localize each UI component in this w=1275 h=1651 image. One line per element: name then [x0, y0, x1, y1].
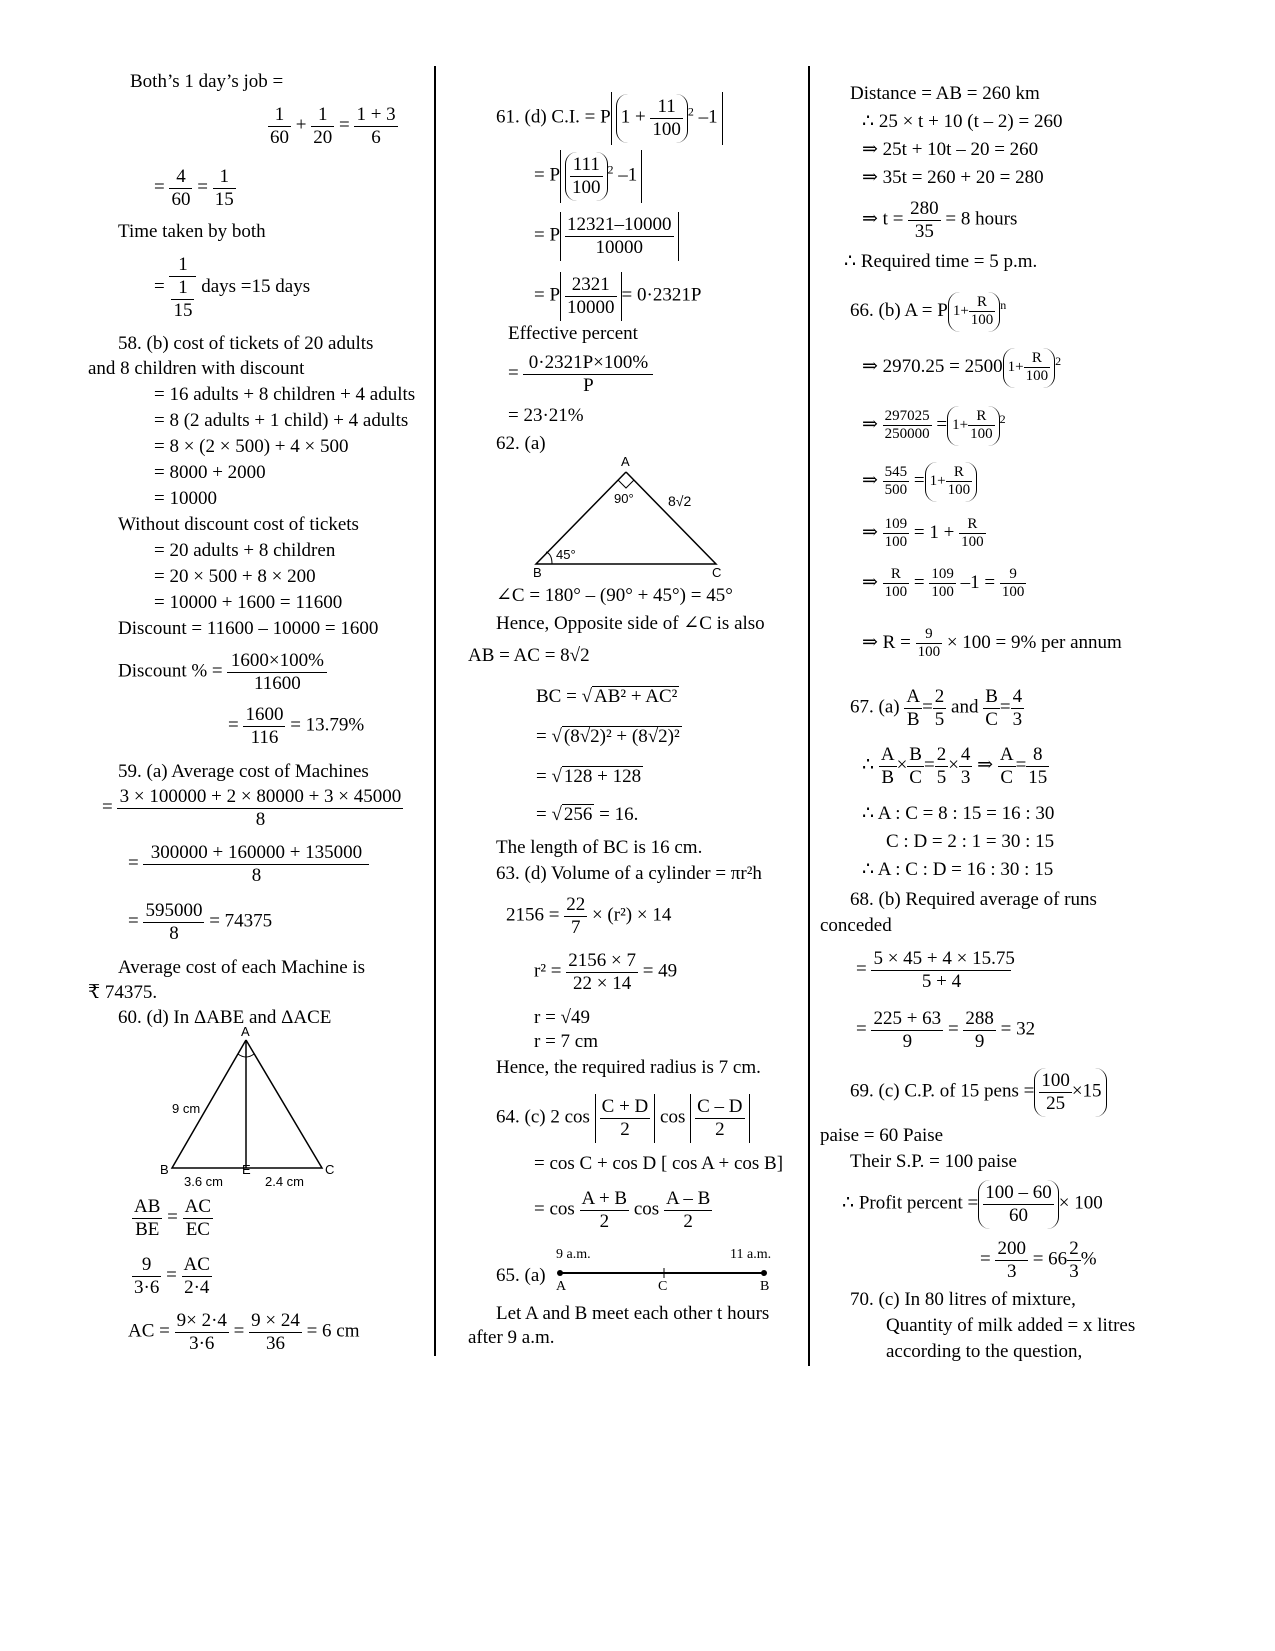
bc-length-line: The length of BC is 16 cm. — [496, 837, 703, 858]
q58-step-6: Without discount cost of tickets — [118, 514, 359, 535]
q61-step-3: = P $\frac{12321-10000}{10000}$ — [534, 212, 679, 261]
q66-step-3: ⇒ $\frac{545}{500}$ = 1+ $\frac{R}{100}$ — [862, 462, 977, 502]
q64-heading: 64. (c) 2 cos $\frac{C + D}{2}$ cos $\frac{C - D}{2}$ — [496, 1094, 750, 1143]
q67-step-1: ∴ $\frac{A}{B}$ × $\frac{B}{C}$ = $\frac{2}{5}$ × $\frac{4}{3}$ ⇒ $\frac{A}{C}$ = $\frac{8}{15}$ — [862, 744, 1048, 788]
q60-heading: 60. (d) In ΔABE and ΔACE — [118, 1007, 332, 1028]
q61-heading: 61. (d) C.I. = P 1 + $\frac{11}{100}$ $^2$ –1 — [496, 92, 723, 145]
q67-step-4: ∴ A : C : D = 16 : 30 : 15 — [862, 859, 1054, 880]
avg-cost-value: ₹ 74375. — [88, 982, 158, 1003]
q64-step-3: = cos $\frac{A + B}{2}$ cos $\frac{A - B}{2}$ — [534, 1188, 711, 1232]
avg-cost-line: Average cost of each Machine is — [118, 957, 366, 978]
q67-heading: 67. (a) $\frac{A}{B}$ = $\frac{2}{5}$ and $\frac{B}{C}$ = $\frac{4}{3}$ — [850, 686, 1023, 730]
distance-step-2: ⇒ 25t + 10t – 20 = 260 — [862, 139, 1039, 160]
q58-step-4: = 8000 + 2000 — [154, 462, 266, 483]
job-sum-equation: $\frac{1}{60}$ + $\frac{1}{20}$ = $\frac{1 + 3}{6}$ — [270, 104, 396, 148]
q65-label-c: C — [658, 1279, 668, 1294]
required-time-line: ∴ Required time = 5 p.m. — [844, 251, 1038, 272]
meet-line-2: after 9 a.m. — [468, 1327, 555, 1348]
q58-step-10: Discount = 11600 – 10000 = 1600 — [118, 618, 379, 639]
profit-percent-line: ∴ Profit percent = $\frac{100 - 60}{60}$ × 100 — [842, 1180, 1103, 1229]
both-job-line: Both’s 1 day’s job = — [130, 71, 284, 92]
distance-step-1: ∴ 25 × t + 10 (t – 2) = 260 — [862, 111, 1063, 132]
q61-step-4: = P $\frac{2321}{10000}$ = 0·2321P — [534, 272, 701, 321]
q60-label-be: 3.6 cm — [184, 1174, 224, 1189]
q60-label-c: C — [325, 1162, 335, 1177]
q60-label-ec: 2.4 cm — [265, 1174, 305, 1189]
bc-step-3: = √ 128 + 128 — [536, 766, 642, 787]
q60-result: AC = $\frac{9\times 2\cdot 4}{3\cdot 6}$ = $\frac{9 \times 24}{36}$ = 6 cm — [128, 1310, 360, 1354]
r-value-line: r = 7 cm — [534, 1031, 599, 1052]
q65-time-start: 9 a.m. — [556, 1247, 591, 1262]
meet-line-1: Let A and B meet each other t hours — [496, 1303, 770, 1324]
point-a — [557, 1270, 563, 1276]
column-divider-2 — [808, 66, 810, 1366]
q65-line-figure — [556, 1266, 770, 1280]
q66-step-1: ⇒ 2970.25 = 2500 1+ $\frac{R}{100}$ $^2$ — [862, 348, 1061, 388]
distance-line: Distance = AB = 260 km — [850, 83, 1040, 104]
discount-percent-result: = $\frac{1600}{116}$ = 13.79% — [228, 704, 365, 748]
q65-heading: 65. (a) — [496, 1265, 546, 1286]
q58-step-2: = 8 (2 adults + 1 child) + 4 adults — [154, 410, 409, 431]
bc-step-4: = √ 256 = 16. — [536, 804, 639, 825]
right-angle-mark — [618, 480, 634, 488]
q66-step-5: ⇒ $\frac{R}{100}$ = $\frac{109}{100}$ –1 = $\frac{9}{100}$ — [862, 566, 1025, 601]
q69-paise-line: paise = 60 Paise — [820, 1125, 944, 1146]
hence-opposite-line: Hence, Opposite side of ∠C is also — [496, 613, 765, 634]
r-root-line: r = √49 — [534, 1007, 590, 1028]
q62-heading: 62. (a) — [496, 433, 546, 454]
q66-step-2: ⇒ $\frac{297025}{250000}$ = 1+ $\frac{R}{100}$ $^2$ — [862, 406, 1006, 446]
q67-step-2: ∴ A : C = 8 : 15 = 16 : 30 — [862, 803, 1055, 824]
q58-step-9: = 10000 + 1600 = 11600 — [154, 592, 343, 613]
bc-step-2: = √ (8√2)² + (8√2)² — [536, 726, 680, 747]
q63-heading: 63. (d) Volume of a cylinder = πr²h — [496, 863, 762, 884]
q65-label-b: B — [760, 1279, 770, 1294]
q66-step-6: ⇒ R = $\frac{9}{100}$ × 100 = 9% per annum — [862, 626, 1122, 661]
q68-heading-cont: conceded — [820, 915, 892, 936]
time-taken-line: Time taken by both — [118, 221, 266, 242]
q58-heading-cont: and 8 children with discount — [88, 358, 305, 379]
q58-step-3: = 8 × (2 × 500) + 4 × 500 — [154, 436, 349, 457]
job-result-equation: = $\frac{4}{60}$ = $\frac{1}{15}$ — [154, 166, 234, 210]
discount-percent-equation: Discount % = $\frac{1600\times 100\%}{11600}$ — [118, 650, 327, 695]
q62-label-c: C — [712, 565, 722, 580]
q59-step-2: = $\frac{300000 + 160000 + 135000}{8}$ — [128, 842, 369, 887]
q65-time-end: 11 a.m. — [730, 1247, 772, 1262]
q66-step-4: ⇒ $\frac{109}{100}$ = 1 + $\frac{R}{100}$ — [862, 516, 984, 551]
q59-step-1: = $\frac{3 \times 100000 + 2 \times 80000 + 3 \times 45000}{8}$ — [102, 786, 403, 831]
q60-label-side: 9 cm — [172, 1101, 201, 1116]
q70-line-3: according to the question, — [886, 1341, 1083, 1362]
q68-heading: 68. (b) Required average of runs — [850, 889, 1097, 910]
q58-step-1: = 16 adults + 8 children + 4 adults — [154, 384, 416, 405]
q59-step-3: = $\frac{595000}{8}$ = 74375 — [128, 900, 273, 944]
days-equation: = $\frac{1}{\frac{1}{15}}$ days =15 days — [154, 254, 311, 321]
q62-label-90: 90° — [614, 491, 634, 506]
distance-step-3: ⇒ 35t = 260 + 20 = 280 — [862, 167, 1044, 188]
q60-proportion-2: $\frac{9}{3\cdot 6}$ = $\frac{AC}{2\cdot 4}$ — [134, 1254, 210, 1298]
bc-step-1: BC = √ AB² + AC² — [536, 686, 678, 707]
q60-proportion-1: $\frac{AB}{BE}$ = $\frac{AC}{EC}$ — [134, 1196, 212, 1240]
radius-conclusion: Hence, the required radius is 7 cm. — [496, 1057, 761, 1078]
ab-ac-line: AB = AC = 8√2 — [468, 645, 590, 666]
q64-step-2: = cos C + cos D [ cos A + cos B] — [534, 1153, 784, 1174]
q58-step-5: = 10000 — [154, 488, 217, 509]
r-squared-equation: r² = $\frac{2156 \times 7}{22 \times 14}$ = 49 — [534, 950, 678, 994]
q58-step-8: = 20 × 500 + 8 × 200 — [154, 566, 316, 587]
effective-percent-result: = 23·21% — [508, 405, 584, 426]
q68-step-1: = $\frac{5 \times 45 + 4 \times 15.75}{5 + 4}$ — [856, 948, 1015, 992]
q67-step-3: C : D = 2 : 1 = 30 : 15 — [886, 831, 1055, 852]
q60-label-e: E — [242, 1162, 251, 1177]
effective-percent-fraction: = $\frac{0\cdot 2321P\times 100\%}{P}$ — [508, 352, 653, 397]
q60-label-b: B — [160, 1162, 169, 1177]
q62-label-a: A — [621, 454, 630, 469]
column-divider-1 — [434, 66, 436, 1356]
q62-label-45: 45° — [556, 547, 576, 562]
q70-line-2: Quantity of milk added = x litres — [886, 1315, 1136, 1336]
q62-label-b: B — [533, 565, 542, 580]
angle-c-line: ∠C = 180° – (90° + 45°) = 45° — [496, 585, 733, 606]
q66-heading: 66. (b) A = P 1+ $\frac{R}{100}$ $^n$ — [850, 292, 1006, 332]
q60-label-a: A — [241, 1024, 250, 1039]
volume-equation: 2156 = $\frac{22}{7}$ × (r²) × 14 — [506, 894, 672, 938]
q58-heading: 58. (b) cost of tickets of 20 adults — [118, 333, 374, 354]
q69-heading: 69. (c) C.P. of 15 pens = $\frac{100}{25}$ ×15 — [850, 1068, 1107, 1117]
q70-heading: 70. (c) In 80 litres of mixture, — [850, 1289, 1076, 1310]
q59-heading: 59. (a) Average cost of Machines — [118, 761, 369, 782]
effective-percent-line: Effective percent — [508, 323, 638, 344]
q61-step-2: = P $\frac{111}{100}$ $^2$ –1 — [534, 150, 642, 203]
q65-label-a: A — [556, 1279, 567, 1294]
sp-line: Their S.P. = 100 paise — [850, 1151, 1017, 1172]
q68-step-2: = $\frac{225 + 63}{9}$ = $\frac{288}{9}$ = 32 — [856, 1008, 1036, 1052]
point-b — [761, 1270, 767, 1276]
distance-step-4: ⇒ t = $\frac{280}{35}$ = 8 hours — [862, 198, 1018, 242]
q62-label-side: 8√2 — [668, 493, 692, 509]
q58-step-7: = 20 adults + 8 children — [154, 540, 336, 561]
profit-percent-result: = $\frac{200}{3}$ = 66 $\frac{2}{3}$ % — [980, 1238, 1097, 1282]
